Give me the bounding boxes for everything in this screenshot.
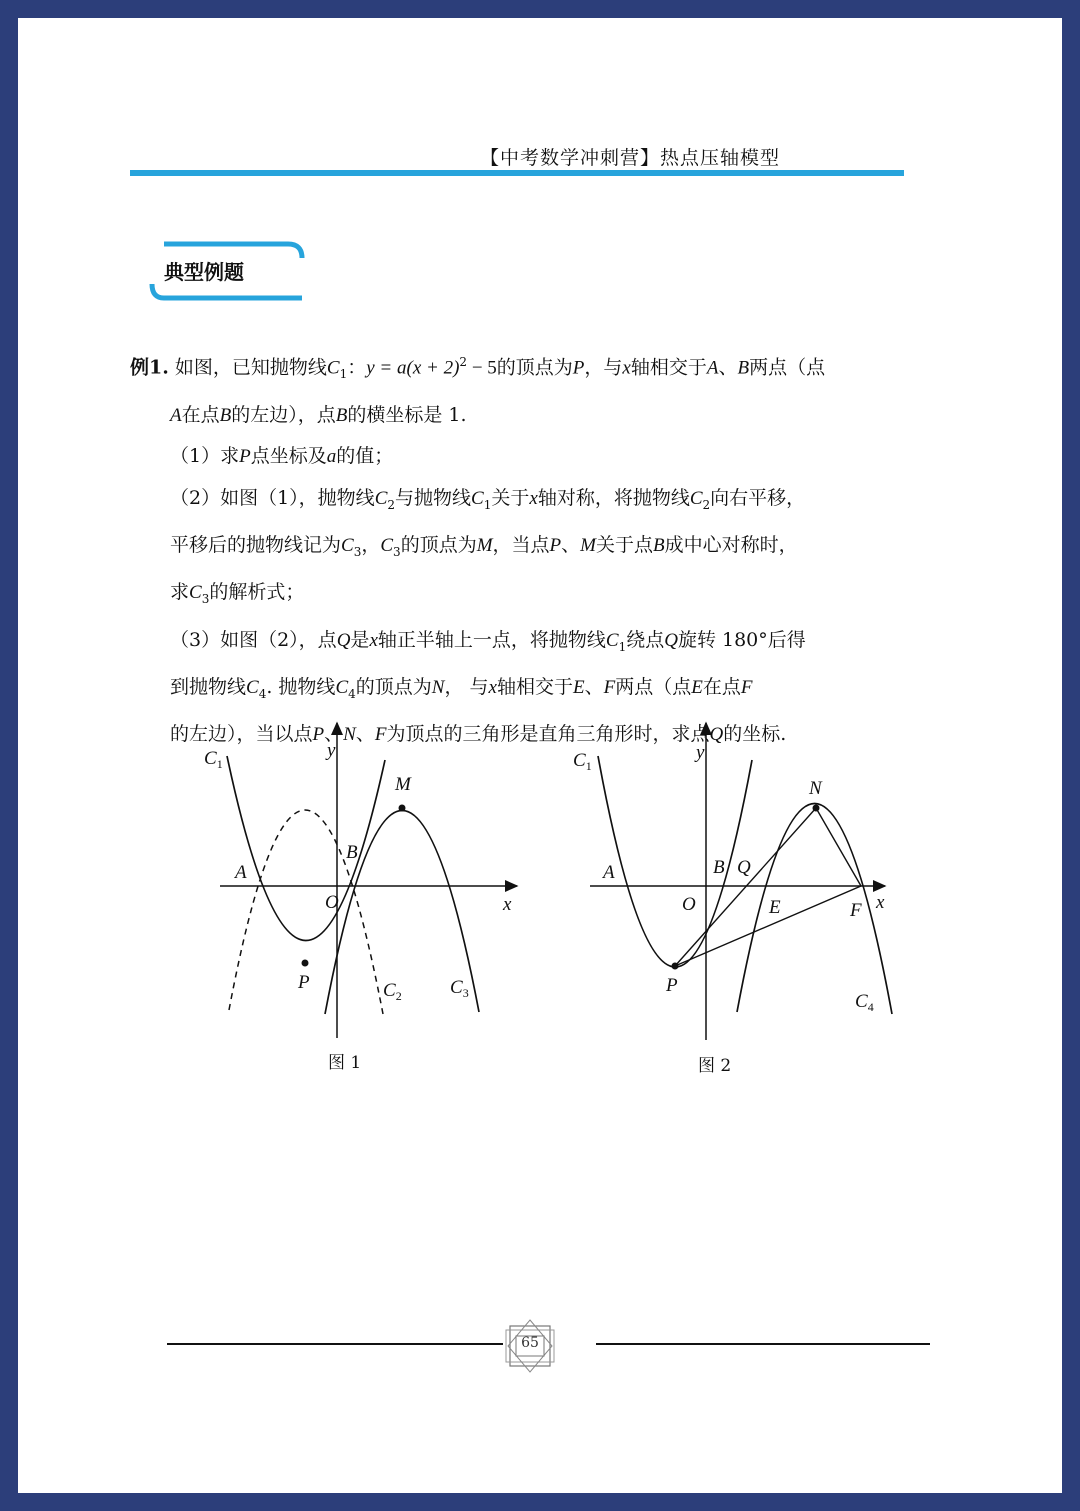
text: 在点 xyxy=(181,403,220,426)
label-q: Q xyxy=(737,857,751,878)
segment-nf xyxy=(816,808,861,886)
var: F xyxy=(740,676,753,698)
var: B xyxy=(219,404,232,426)
text: 两点（点 xyxy=(615,675,692,698)
parabola-c4 xyxy=(737,803,892,1014)
text: 的值； xyxy=(336,445,394,468)
label-m: M xyxy=(395,774,411,795)
label-o: O xyxy=(325,892,339,913)
sub: 3 xyxy=(393,544,401,559)
question-3-line-2 xyxy=(130,667,920,714)
sub: 1 xyxy=(339,367,348,382)
var: A xyxy=(706,357,719,379)
text: （2）如图（1），抛物线 xyxy=(170,486,375,509)
point-n xyxy=(813,805,820,812)
label-a: A xyxy=(235,862,247,883)
figure-1-diagram xyxy=(195,718,525,1048)
var: B xyxy=(653,534,665,556)
question-3-line-1 xyxy=(130,620,920,667)
var: P xyxy=(239,446,251,468)
text: 的顶点为 xyxy=(355,675,432,698)
problem-example-1 xyxy=(130,342,920,756)
text: （3）如图（2），点 xyxy=(170,628,337,651)
var: C xyxy=(246,676,259,698)
var: P xyxy=(549,534,562,556)
text: 轴相交于 xyxy=(630,356,707,379)
text: 轴相交于 xyxy=(496,675,573,698)
figure-1 xyxy=(195,718,525,1078)
text: 轴正半轴上一点，将抛物线 xyxy=(377,628,606,651)
figure-2 xyxy=(565,718,905,1078)
var: C xyxy=(471,487,484,509)
label-y: y xyxy=(696,742,705,763)
text: . 抛物线 xyxy=(266,675,336,698)
label-x: x xyxy=(503,894,512,915)
problem-line-2 xyxy=(130,395,920,437)
text: ，当点 xyxy=(492,533,550,556)
text: 是 xyxy=(350,628,370,651)
text: 在点 xyxy=(702,675,741,698)
segment-pn xyxy=(675,808,816,966)
segment-pf xyxy=(675,886,861,966)
text: 的解析式； xyxy=(209,581,305,604)
text: 的横坐标是 1. xyxy=(347,403,467,426)
text: 点坐标及 xyxy=(250,445,327,468)
var: N xyxy=(431,676,445,698)
label-o: O xyxy=(682,894,696,915)
var: C xyxy=(326,357,340,379)
sub: 2 xyxy=(387,497,396,512)
var: P xyxy=(572,357,585,379)
point-m xyxy=(399,805,406,812)
text: 的顶点为 xyxy=(400,533,477,556)
var: Q xyxy=(709,724,724,746)
text: 关于 xyxy=(491,486,530,509)
sub: 4 xyxy=(348,686,356,701)
var: C xyxy=(189,582,202,604)
text: ： xyxy=(347,356,367,379)
var: F xyxy=(603,676,616,698)
sub: 1 xyxy=(618,639,627,654)
footer-rule-left xyxy=(167,1343,503,1345)
text: 、 xyxy=(561,533,581,556)
var: C xyxy=(689,487,703,509)
text: 的左边），点 xyxy=(231,403,336,426)
running-header: 【中考数学冲刺营】热点压轴模型 xyxy=(480,147,781,169)
text: 如图，已知抛物线 xyxy=(174,356,327,379)
text: 的坐标. xyxy=(723,723,787,746)
text: 轴对称，将抛物线 xyxy=(537,486,690,509)
text: 平移后的抛物线记为 xyxy=(170,533,342,556)
var: x xyxy=(369,629,378,651)
var: Q xyxy=(664,629,678,651)
page-number: 65 xyxy=(521,1335,539,1351)
var: P xyxy=(312,724,325,746)
sub: 2 xyxy=(702,497,711,512)
text: 两点（点 xyxy=(749,356,826,379)
problem-label: 例1. xyxy=(130,356,169,379)
sub: 3 xyxy=(353,544,362,559)
var: E xyxy=(691,676,703,698)
sub: 3 xyxy=(201,592,210,607)
question-2-line-3 xyxy=(130,572,920,619)
var: C xyxy=(341,534,354,556)
label-c2: $C_2$ xyxy=(383,980,402,1003)
section-badge xyxy=(148,240,288,302)
text: 成中心对称时， xyxy=(664,533,798,556)
point-p xyxy=(672,963,679,970)
var: x xyxy=(622,357,631,379)
var: x xyxy=(488,676,497,698)
var: C xyxy=(374,487,388,509)
label-b: B xyxy=(713,857,725,878)
var: F xyxy=(374,724,387,746)
label-f: F xyxy=(850,900,862,921)
text: 向右平移， xyxy=(710,486,806,509)
text: 、 xyxy=(718,356,738,379)
sub: 1 xyxy=(483,497,492,512)
var: B xyxy=(335,404,348,426)
label-x: x xyxy=(876,892,885,913)
header-rule xyxy=(130,170,904,176)
var: E xyxy=(572,676,585,698)
question-1 xyxy=(130,436,920,478)
text: （1）求 xyxy=(170,445,240,468)
label-c1: $C_1$ xyxy=(204,748,223,771)
text: ，与 xyxy=(584,356,623,379)
text: 、 xyxy=(324,723,344,746)
sub: 4 xyxy=(258,686,267,701)
label-a: A xyxy=(603,862,615,883)
text: 求 xyxy=(170,581,190,604)
label-c4: $C_4$ xyxy=(855,991,874,1014)
question-2-line-1 xyxy=(130,478,920,525)
var: A xyxy=(170,404,182,426)
page-number-badge xyxy=(500,1318,560,1374)
formula: − 5 xyxy=(467,357,497,379)
sup: 2 xyxy=(459,355,468,369)
label-p: P xyxy=(298,972,310,993)
problem-line-1 xyxy=(130,342,920,395)
var: C xyxy=(380,534,394,556)
figure-1-caption: 图 1 xyxy=(328,1053,362,1073)
text: ， 与 xyxy=(444,675,489,698)
text: 、 xyxy=(355,723,375,746)
var: a xyxy=(326,446,337,468)
question-2-line-2 xyxy=(130,525,920,572)
var: M xyxy=(580,534,596,556)
text: 的左边），当以点 xyxy=(170,723,313,746)
figure-2-diagram xyxy=(565,718,905,1053)
text: 旋转 180°后得 xyxy=(677,628,806,651)
point-p xyxy=(302,960,309,967)
text: 到抛物线 xyxy=(170,675,247,698)
text: 、 xyxy=(584,675,604,698)
label-p: P xyxy=(666,975,678,996)
label-c1: $C_1$ xyxy=(573,750,592,773)
var: x xyxy=(529,487,538,509)
var: N xyxy=(343,724,356,746)
text: 关于点 xyxy=(596,533,654,556)
formula: y = a(x + 2) xyxy=(366,357,460,379)
label-e: E xyxy=(769,897,781,918)
var: B xyxy=(737,357,750,379)
label-c3: $C_3$ xyxy=(450,977,469,1000)
var: C xyxy=(335,676,349,698)
var: M xyxy=(476,534,493,556)
var: Q xyxy=(336,629,351,651)
figure-2-caption: 图 2 xyxy=(698,1056,732,1076)
section-title: 典型例题 xyxy=(164,260,244,284)
label-y: y xyxy=(327,740,336,761)
text: 为顶点的三角形是直角三角形时，求点 xyxy=(386,723,710,746)
text: ， xyxy=(361,533,381,556)
text: 的顶点为 xyxy=(496,356,573,379)
parabola-c1 xyxy=(598,756,752,967)
label-b: B xyxy=(346,842,358,863)
text: 绕点 xyxy=(626,628,665,651)
text: 与抛物线 xyxy=(395,486,472,509)
footer-rule-right xyxy=(596,1343,930,1345)
label-n: N xyxy=(809,778,822,799)
var: C xyxy=(605,629,619,651)
